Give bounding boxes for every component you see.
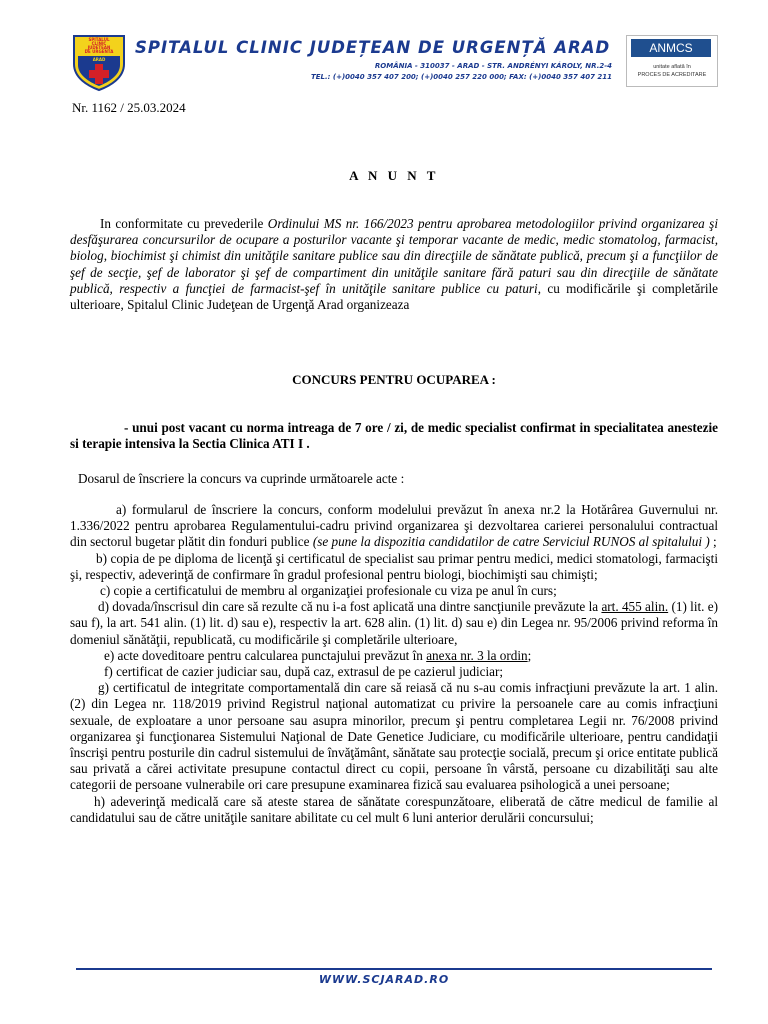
hospital-phones: TEL.: (+)0040 357 407 200; (+)0040 257 220 000; FAX: (+)0040 357 407 211	[311, 73, 612, 81]
logo-line: DE URGENTA	[84, 49, 114, 54]
item-a-note: (se pune la dispozitia candidatilor de catre Serviciul RUNOS al spitalului )	[312, 534, 710, 550]
intro-start: In conformitate cu prevederile	[100, 216, 268, 231]
intro-end: , cu modificările şi completările ulterioare, Spitalul Clinic Judeţean de Urgenţă Arad organizeaza	[70, 280, 719, 313]
intro-order-title: Ordinului MS nr. 166/2023 pentru aprobarea metodologiilor privind organizarea şi desfăşurarea concursurilor de ocupare a posturilor vacante şi temporar vacante de medic, medic stomatolog, farmacist, biolog, biochimist şi chimist din unităţile sanitare publice sau din direcţiile de sănătate publică, precum şi a funcţiilor de şef de secţie, şef de laborator şi şef de compartiment din unităţile sanitare fără paturi sau din direcţiile de sănătate publică, respectiv a funcţiei de farmacist-şef în unităţile sanitare publice cu paturi	[70, 216, 718, 296]
list-item: g) certificatul de integritate comportamentală din care să reiasă că nu s-au comis infracţiuni prevăzute la art. 1 alin. (2) din Legea nr. 118/2019 privind Registrul naţional automatizat cu privire la persoanele care au comis infracţiuni sexuale, de exploatare a unor persoane sau asupra minorilor, precum şi pentru completarea Legii nr. 76/2008 privind organizarea şi funcţionarea Sistemului Naţional de Date Genetice Judiciare, cu modificările ulterioare, pentru candidaţii înscrişi pentru posturile din cadrul sistemului de învăţământ, sănătate sau protecţie socială, precum şi orice entitate publică sau privată a cărei activitate presupune contactul direct cu copii, persoane în vârstă, persoane cu dizabilităţi sau alte categorii de persoane vulnerabile ori care presupune examinarea fizică sau evaluarea psihologică a unei persoane;	[70, 680, 718, 793]
item-d-end: (1) lit. e) sau f), la art. 541 alin. (1) lit. d) sau e), respectiv la art. 628 alin. (1) lit. d) sau e) din Legea nr. 95/2006 privind reforma în domeniul sănătăţii, republicată, cu modificările şi completările ulterioare,	[70, 599, 719, 647]
required-documents-list	[70, 502, 718, 826]
post-description: - unui post vacant cu norma intreaga de 7 ore / zi, de medic specialist confirmat in specialitatea anestezie si terapie intensiva la Sectia Clinica ATI I .	[70, 420, 718, 452]
anmcs-line1: unitate aflată în	[653, 64, 691, 70]
item-a-end: ;	[709, 534, 717, 550]
logo-line: CLINIC	[91, 41, 107, 46]
anmcs-logo	[626, 35, 718, 87]
item-e-end: ;	[527, 647, 532, 663]
item-e-text: e) acte doveditoare pentru calcularea punctajului prevăzut în	[104, 647, 427, 663]
hospital-address: ROMÂNIA - 310037 - ARAD - STR. ANDRÉNYI KÁROLY, NR.2-4	[374, 62, 612, 70]
law-article-link[interactable]: art. 455 alin.	[601, 599, 669, 615]
logo-line: SPITALUL	[88, 37, 110, 42]
list-item: c) copie a certificatului de membru al organizaţiei profesionale cu viza pe anul în curs;	[100, 583, 557, 599]
dosar-heading: Dosarul de înscriere la concurs va cuprinde următoarele acte :	[78, 471, 405, 486]
anmcs-title: ANMCS	[631, 39, 711, 57]
anmcs-line2: PROCES DE ACREDITARE	[637, 72, 707, 78]
list-item	[70, 599, 718, 648]
concurs-heading: CONCURS PENTRU OCUPAREA :	[292, 372, 496, 387]
footer-divider	[76, 968, 712, 970]
logo-line: ARAD	[92, 57, 106, 62]
item-d-text: d) dovada/înscrisul din care să rezulte că nu i-a fost aplicată una dintre sancţiunile prevăzute la	[98, 599, 602, 615]
intro-paragraph	[70, 216, 718, 313]
document-title: A N U N T	[349, 168, 439, 183]
document-number: Nr. 1162 / 25.03.2024	[72, 100, 186, 115]
list-item	[70, 648, 718, 664]
footer-website-link[interactable]: WWW.SCJARAD.RO	[318, 973, 450, 986]
annex-link[interactable]: anexa nr. 3 la ordin	[426, 647, 528, 663]
logo-line: JUDETEAN	[87, 45, 111, 50]
hospital-shield-logo-icon	[70, 34, 128, 92]
list-item: f) certificat de cazier judiciar sau, după caz, extrasul de pe cazierul judiciar;	[104, 664, 504, 680]
letterhead	[0, 0, 768, 95]
list-item: b) copia de pe diploma de licenţă şi certificatul de specialist sau primar pentru medici, medici stomatologi, farmacişti şi, respectiv, adeverinţă de confirmare în gradul profesional pentru biologi, biochimişti sau chimişti;	[70, 550, 718, 582]
list-item	[70, 502, 718, 551]
hospital-name: SPITALUL CLINIC JUDEȚEAN DE URGENȚĂ ARAD	[135, 38, 611, 57]
item-a-text: a) formularul de înscriere la concurs, conform modelului prevăzut în anexa nr.2 la Hotărârea Guvernului nr. 1.336/2022 pentru aprobarea Regulamentului-cadru privind organizarea şi dezvoltarea carierei personalului contractual din sectorul bugetar plătit din fonduri publice	[70, 502, 718, 550]
list-item: h) adeverinţă medicală care să ateste starea de sănătate corespunzătoare, eliberată de către medicul de familie al candidatului sau de către unităţile sanitare abilitate cu cel mult 6 luni anterior derulării concursului;	[70, 793, 718, 825]
